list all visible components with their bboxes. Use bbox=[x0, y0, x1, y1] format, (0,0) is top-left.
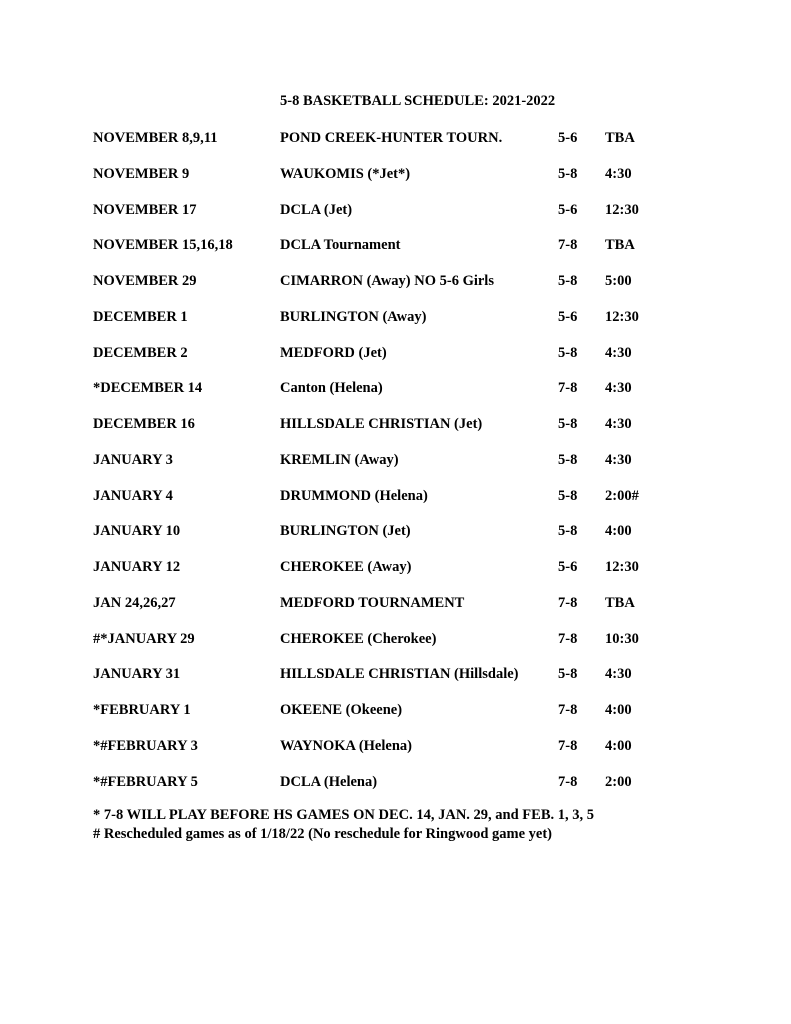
game-date: #*JANUARY 29 bbox=[93, 631, 195, 647]
game-grades: 7-8 bbox=[558, 595, 578, 611]
game-opponent: HILLSDALE CHRISTIAN (Jet) bbox=[280, 416, 483, 432]
game-grades: 5-8 bbox=[558, 488, 578, 504]
game-opponent: DCLA (Jet) bbox=[280, 202, 353, 218]
game-time: 4:30 bbox=[605, 416, 632, 432]
game-time: 12:30 bbox=[605, 559, 639, 575]
game-opponent: WAYNOKA (Helena) bbox=[280, 738, 412, 754]
game-time: 4:30 bbox=[605, 666, 632, 682]
game-opponent: CHEROKEE (Cherokee) bbox=[280, 631, 437, 647]
game-time: TBA bbox=[605, 130, 635, 146]
game-time: TBA bbox=[605, 595, 635, 611]
game-grades: 5-8 bbox=[558, 345, 578, 361]
game-date: NOVEMBER 15,16,18 bbox=[93, 237, 233, 253]
game-grades: 5-8 bbox=[558, 166, 578, 182]
footnote-hash: # Rescheduled games as of 1/18/22 (No reschedule for Ringwood game yet) bbox=[93, 826, 552, 842]
game-opponent: MEDFORD TOURNAMENT bbox=[280, 595, 465, 611]
table-row bbox=[0, 452, 791, 472]
footnotes bbox=[93, 806, 594, 844]
game-time: 12:30 bbox=[605, 309, 639, 325]
game-time: 10:30 bbox=[605, 631, 639, 647]
game-opponent: MEDFORD (Jet) bbox=[280, 345, 387, 361]
game-opponent: CIMARRON (Away) NO 5-6 Girls bbox=[280, 273, 494, 289]
game-grades: 7-8 bbox=[558, 631, 578, 647]
table-row bbox=[0, 166, 791, 186]
game-date: JANUARY 3 bbox=[93, 452, 173, 468]
game-opponent: DRUMMOND (Helena) bbox=[280, 488, 428, 504]
table-row bbox=[0, 345, 791, 365]
game-opponent: BURLINGTON (Away) bbox=[280, 309, 427, 325]
game-date: JANUARY 10 bbox=[93, 523, 181, 539]
game-date: *#FEBRUARY 5 bbox=[93, 774, 198, 790]
game-grades: 5-6 bbox=[558, 202, 578, 218]
game-date: JAN 24,26,27 bbox=[93, 595, 176, 611]
game-grades: 7-8 bbox=[558, 738, 578, 754]
game-date: DECEMBER 2 bbox=[93, 345, 188, 361]
game-date: *DECEMBER 14 bbox=[93, 380, 203, 396]
game-time: 4:30 bbox=[605, 345, 632, 361]
game-time: 4:30 bbox=[605, 380, 632, 396]
game-time: 4:30 bbox=[605, 452, 632, 468]
game-date: *#FEBRUARY 3 bbox=[93, 738, 198, 754]
game-date: JANUARY 31 bbox=[93, 666, 181, 682]
table-row bbox=[0, 666, 791, 686]
game-date: DECEMBER 16 bbox=[93, 416, 195, 432]
game-opponent: POND CREEK-HUNTER TOURN. bbox=[280, 130, 503, 146]
table-row bbox=[0, 702, 791, 722]
game-grades: 5-8 bbox=[558, 666, 578, 682]
game-time: 12:30 bbox=[605, 202, 639, 218]
game-grades: 5-6 bbox=[558, 559, 578, 575]
game-opponent: KREMLIN (Away) bbox=[280, 452, 399, 468]
game-opponent: DCLA (Helena) bbox=[280, 774, 378, 790]
game-grades: 5-6 bbox=[558, 130, 578, 146]
game-time: 4:00 bbox=[605, 523, 632, 539]
game-grades: 5-8 bbox=[558, 416, 578, 432]
game-grades: 7-8 bbox=[558, 237, 578, 253]
table-row bbox=[0, 738, 791, 758]
game-time: 2:00 bbox=[605, 774, 632, 790]
game-grades: 5-8 bbox=[558, 452, 578, 468]
game-time: 5:00 bbox=[605, 273, 632, 289]
game-opponent: Canton (Helena) bbox=[280, 380, 383, 396]
table-row bbox=[0, 774, 791, 794]
table-row bbox=[0, 380, 791, 400]
game-grades: 5-6 bbox=[558, 309, 578, 325]
game-date: NOVEMBER 17 bbox=[93, 202, 197, 218]
table-row bbox=[0, 523, 791, 543]
game-date: NOVEMBER 9 bbox=[93, 166, 190, 182]
game-time: 4:00 bbox=[605, 702, 632, 718]
game-grades: 5-8 bbox=[558, 273, 578, 289]
table-row bbox=[0, 130, 791, 150]
game-time: 4:00 bbox=[605, 738, 632, 754]
table-row bbox=[0, 202, 791, 222]
table-row bbox=[0, 309, 791, 329]
game-grades: 7-8 bbox=[558, 702, 578, 718]
game-grades: 7-8 bbox=[558, 774, 578, 790]
game-time: 2:00# bbox=[605, 488, 639, 504]
table-row bbox=[0, 559, 791, 579]
game-date: NOVEMBER 8,9,11 bbox=[93, 130, 218, 146]
footnote-asterisk: * 7-8 WILL PLAY BEFORE HS GAMES ON DEC. 14, JAN. 29, and FEB. 1, 3, 5 bbox=[93, 807, 595, 823]
table-row bbox=[0, 595, 791, 615]
game-date: NOVEMBER 29 bbox=[93, 273, 197, 289]
table-row bbox=[0, 631, 791, 651]
table-row bbox=[0, 488, 791, 508]
game-date: DECEMBER 1 bbox=[93, 309, 188, 325]
game-grades: 7-8 bbox=[558, 380, 578, 396]
table-row bbox=[0, 237, 791, 257]
game-opponent: OKEENE (Okeene) bbox=[280, 702, 403, 718]
game-opponent: CHEROKEE (Away) bbox=[280, 559, 412, 575]
game-opponent: BURLINGTON (Jet) bbox=[280, 523, 411, 539]
page-title: 5-8 BASKETBALL SCHEDULE: 2021-2022 bbox=[280, 93, 556, 109]
game-time: 4:30 bbox=[605, 166, 632, 182]
game-date: *FEBRUARY 1 bbox=[93, 702, 191, 718]
game-opponent: DCLA Tournament bbox=[280, 237, 401, 253]
table-row bbox=[0, 416, 791, 436]
game-time: TBA bbox=[605, 237, 635, 253]
game-grades: 5-8 bbox=[558, 523, 578, 539]
game-opponent: HILLSDALE CHRISTIAN (Hillsdale) bbox=[280, 666, 519, 682]
game-opponent: WAUKOMIS (*Jet*) bbox=[280, 166, 411, 182]
table-row bbox=[0, 273, 791, 293]
game-date: JANUARY 12 bbox=[93, 559, 181, 575]
game-date: JANUARY 4 bbox=[93, 488, 173, 504]
